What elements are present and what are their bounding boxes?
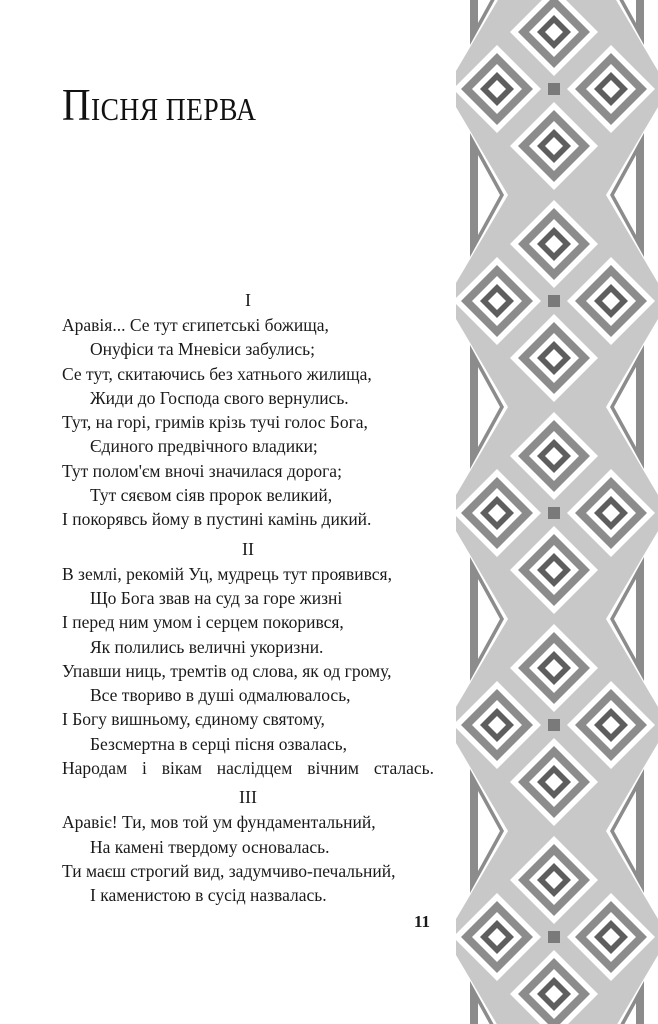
verse-line: Тут, на горі, гримів крізь тучі голос Бога, [62,412,368,433]
verse-line: На камені твердому основалась. [90,836,330,857]
verse-line: Народам і вікам наслідцем вічним сталась. [62,758,434,779]
verse-line: Онуфіси та Мневіси забулись; [90,339,315,360]
verse-line: Все твориво в душі одмалювалось, [90,685,351,706]
verse-line: Ти маєш строгий вид, задумчиво-печальний, [62,860,396,881]
stanza-number: III [239,787,257,808]
page-title [62,78,256,131]
stanza-number: II [242,538,254,559]
stanza-2 [62,536,434,781]
ornament-square [548,83,560,95]
verse-line: Як полились величні укоризни. [90,636,324,657]
verse-line: І каменистою в сусід назвалась. [90,885,327,906]
verse-line: Аравія... Се тут єгипетські божища, [62,315,329,335]
verse-line: Що Бога звав на суд за горе жизні [90,587,343,608]
ornament-square [548,931,560,943]
verse-line: Се тут, скитаючись без хатнього жилища, [62,363,372,384]
page-number: 11 [413,912,430,931]
verse-line: Тут полом'єм вночі значилася дорога; [62,460,342,481]
verse-line: Упавши ниць, тремтів од слова, як од грому, [62,660,392,681]
verse-line: Єдиного предвічного владики; [90,436,318,457]
verse-line: І покорявсь йому в пустині камінь дикий. [62,509,372,530]
verse-line: Жиди до Господа свого вернулись. [90,387,349,408]
ornament-square [548,507,560,519]
verse-line: Безсмертна в серці пісня озвалась, [90,733,347,754]
decorative-border [456,0,658,1024]
title-initial: П [62,79,92,130]
title-rest: ІСНЯ ПЕРВА [91,91,257,127]
verse-line: І Богу вишньому, єдиному святому, [62,709,325,730]
verse-line: В землі, рекомій Уц, мудрець тут проявився, [62,563,392,584]
verse-line: Тут сяєвом сіяв пророк великий, [90,485,333,506]
ornament-square [548,295,560,307]
ornament-square [548,719,560,731]
poem [62,283,434,908]
stanza-number: I [245,290,251,310]
verse-line: Аравіє! Ти, мов той ум фундаментальний, [62,812,376,833]
verse-line: І перед ним умом і серцем покорився, [62,612,344,633]
stanza-3 [62,784,434,907]
stanza-1 [62,287,434,532]
